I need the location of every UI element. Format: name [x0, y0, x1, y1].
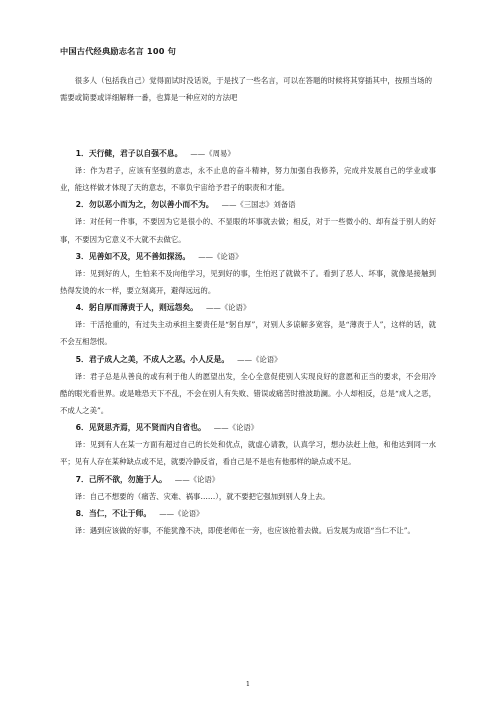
quote-source: ——《论语》 — [198, 251, 243, 261]
quote-item — [60, 300, 436, 350]
quote-source: ——《周易》 — [190, 149, 235, 158]
quote-item — [60, 249, 436, 299]
quote-translation: 译：遇到应该做的好事，不能犹豫不决，即使老师在一旁，也应该抢着去做。后发展为成语“当仁不让”。 — [74, 525, 415, 535]
quote-item — [60, 420, 436, 470]
quote-heading — [60, 197, 436, 213]
quote-number: 8． — [75, 508, 89, 518]
quote-source: ——《论语》 — [213, 423, 259, 433]
quote-heading — [60, 472, 436, 488]
quote-heading — [60, 249, 436, 265]
quote-source: ——《论语》 — [159, 508, 204, 518]
quote-translation: 译：对任何一件事，不要因为它是很小的、不显眼的坏事就去做；相反，对于一些微小的、却有益于别人的好事，不要因为它意义不大就不去做它。 — [60, 217, 436, 244]
intro-paragraph: 很多人（包括我自己）觉得面试时没话说，于是找了一些名言，可以在答题的时候将其穿插其中，按照当场的需要或简要或详细解释一番，也算是一种应对的方法吧 — [60, 76, 432, 102]
quote-translation: 译：君子总是从善良的或有利于他人的愿望出发，全心全意促使别人实现良好的意愿和正当的要求，不会用冷酷的眼光看世界。或是唯恐天下不乱，不会在别人有失败、错误或痛苦时推波助澜。小人却相反，总是“成人之恶，不成人之美”。 — [60, 371, 436, 416]
quote-text: 见善如不及，见不善如探汤。 — [88, 251, 191, 261]
quote-translation: 译：见到好的人，生怕来不及向他学习，见到好的事，生怕迟了就做不了。看到了恶人、坏事，就像是接触到热得发烫的水一样，要立刻离开，避得远远的。 — [60, 268, 436, 296]
quote-item — [60, 197, 436, 247]
quote-text: 躬自厚而薄责于人，则远怨矣。 — [88, 303, 198, 313]
quote-item — [60, 352, 436, 420]
quote-translation: 译：干活抢重的，有过失主动承担主要责任是“躬自厚”，对别人多谅解多宽容，是“薄责于人”，这样的话，就不会互相怨恨。 — [60, 320, 436, 347]
quote-text: 勿以恶小而为之，勿以善小而不为。 — [88, 200, 214, 210]
quote-number: 1． — [75, 149, 89, 158]
quote-translation: 译：自己不想要的（痛苦、灾难、祸事……），就不要把它强加到别人身上去。 — [74, 491, 330, 501]
quote-text: 当仁，不让于师。 — [88, 508, 152, 518]
quote-heading — [60, 506, 436, 522]
quote-text: 天行健，君子以自强不息。 — [88, 149, 183, 158]
quote-number: 2． — [75, 200, 89, 210]
quote-text: 君子成人之美，不成人之恶。小人反是。 — [88, 354, 230, 364]
quote-translation: 译：作为君子，应该有坚强的意志，永不止息的奋斗精神，努力加强自我修养，完成并发展自己的学业或事业，能这样做才体现了天的意志，不辜负宇宙给予君子的职责和才能。 — [60, 166, 436, 193]
quote-item — [60, 506, 436, 539]
quote-text: 见贤思齐焉，见不贤而内自省也。 — [88, 423, 206, 433]
quote-number: 7． — [75, 474, 89, 484]
quote-heading — [60, 352, 436, 368]
quote-number: 6． — [75, 423, 89, 433]
quote-list — [60, 146, 436, 540]
page-number: 1 — [245, 680, 251, 688]
quote-heading — [60, 146, 436, 162]
quote-item — [60, 146, 436, 196]
quote-translation: 译：见到有人在某一方面有超过自己的长处和优点，就虚心请教，认真学习，想办法赶上他，和他达到同一水平；见有人存在某种缺点或不足，就要冷静反省，看自己是不是也有他那样的缺点或不足。 — [60, 440, 436, 467]
page-title: 中国古代经典励志名言 100 句 — [60, 46, 177, 56]
quote-heading — [60, 300, 436, 316]
quote-source: ——《论语》 — [205, 303, 251, 313]
quote-source: ——《论语》 — [237, 354, 282, 364]
quote-text: 己所不欲，勿施于人。 — [88, 474, 167, 484]
quote-heading — [60, 420, 436, 436]
quote-source: ——《论语》 — [174, 474, 220, 484]
quote-number: 5． — [75, 354, 89, 364]
quote-number: 4． — [75, 303, 89, 313]
quote-number: 3． — [75, 251, 89, 261]
quote-source: ——《三国志》刘备语 — [221, 200, 296, 210]
quote-item — [60, 472, 436, 505]
